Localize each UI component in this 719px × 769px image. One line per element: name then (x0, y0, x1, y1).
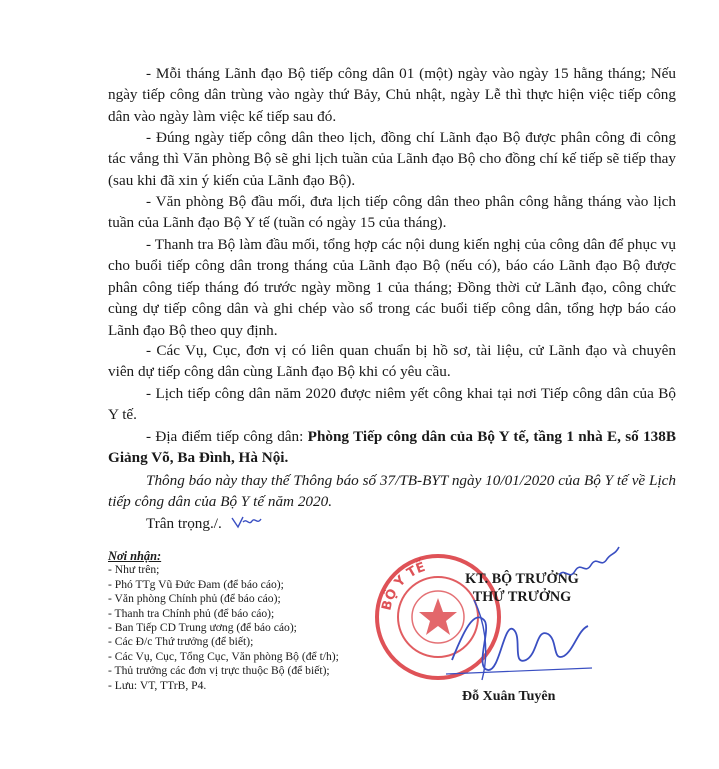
recipient-item: - Thủ trưởng các đơn vị trực thuộc Bộ (để biết); (108, 664, 330, 678)
signature-title-deputy: THỨ TRƯỞNG (472, 589, 572, 605)
signature-title-minister: KT. BỘ TRƯỞNG (465, 571, 579, 587)
paragraph-monthly-schedule: - Mỗi tháng Lãnh đạo Bộ tiếp công dân 01 (một) ngày vào ngày 15 hằng tháng; Nếu ngày tiếp công dân trùng vào ngày thứ Bảy, Chủ nhật, ngày Lễ thì thực hiện việc tiếp công dân vào ngày làm việc kế tiếp sau đó. (108, 65, 676, 125)
handwritten-initials-icon (555, 545, 623, 585)
recipient-item: - Văn phòng Chính phủ (để báo cáo); (108, 592, 281, 606)
paragraph-departments: - Các Vụ, Cục, đơn vị có liên quan chuẩn bị hồ sơ, tài liệu, cử Lãnh đạo và chuyên viên dự tiếp công dân cùng Lãnh đạo Bộ khi có yêu cầu. (108, 342, 676, 381)
location-label: - Địa điểm tiếp công dân: (146, 428, 308, 445)
initials-mark (230, 514, 264, 530)
recipient-item: - Lưu: VT, TTrB, P4. (108, 678, 207, 692)
paragraph-substitute-leader: - Đúng ngày tiếp công dân theo lịch, đồng chí Lãnh đạo Bộ được phân công đi công tác vắng thì Văn phòng Bộ sẽ ghi lịch tuần của Lãnh đạo Bộ cho đồng chí kế tiếp sẽ tiếp thay (sau khi đã xin ý kiến của Lãnh đạo Bộ). (108, 129, 676, 189)
paragraph-public-posting: - Lịch tiếp công dân năm 2020 được niêm yết công khai tại nơi Tiếp công dân của Bộ Y tế. (108, 385, 676, 424)
recipients-heading: Nơi nhận: (108, 549, 162, 563)
handwritten-signature-icon (444, 590, 594, 685)
recipient-item: - Phó TTg Vũ Đức Đam (để báo cáo); (108, 577, 284, 591)
recipients-list (108, 549, 408, 693)
paragraph-inspectorate: - Thanh tra Bộ làm đầu mối, tổng hợp các nội dung kiến nghị của công dân để phục vụ cho buổi tiếp công dân trong tháng của Lãnh đạo Bộ (nếu có), báo cáo Lãnh đạo Bộ được phân công tiếp tháng đó trước ngày mồng 1 của tháng; Đồng thời cử Lãnh đạo, công chức cùng dự tiếp công dân và ghi chép vào sổ trong các buổi tiếp công dân, tổng hợp báo cáo Lãnh đạo Bộ theo quy định. (108, 236, 676, 339)
location-address: Phòng Tiếp công dân của Bộ Y tế, tầng 1 nhà E, số 138B Giảng Võ, Ba Đình, Hà Nội. (108, 428, 676, 467)
closing-text: Trân trọng./. (146, 515, 222, 532)
recipient-item: - Các Đ/c Thứ trưởng (để biết); (108, 635, 254, 649)
paragraph-replacement-notice: Thông báo này thay thế Thông báo số 37/TB-BYT ngày 10/01/2020 của Bộ Y tế về Lịch tiếp công dân của Bộ Y tế năm 2020. (108, 472, 676, 511)
signer-name: Đỗ Xuân Tuyên (462, 689, 556, 704)
paragraph-office-scheduling: - Văn phòng Bộ đầu mối, đưa lịch tiếp công dân theo phân công hằng tháng vào lịch tuần của Lãnh đạo Bộ Y tế (tuần có ngày 15 của tháng). (108, 193, 676, 232)
recipient-item: - Các Vụ, Cục, Tổng Cục, Văn phòng Bộ (để t/h); (108, 649, 339, 663)
svg-text:BỘ Y TẾ: BỘ Y TẾ (379, 559, 428, 612)
recipient-item: - Thanh tra Chính phủ (để báo cáo); (108, 606, 275, 620)
paragraph-location (108, 426, 676, 469)
recipient-item: - Ban Tiếp CD Trung ương (để báo cáo); (108, 621, 297, 635)
recipient-item: - Như trên; (108, 563, 160, 577)
